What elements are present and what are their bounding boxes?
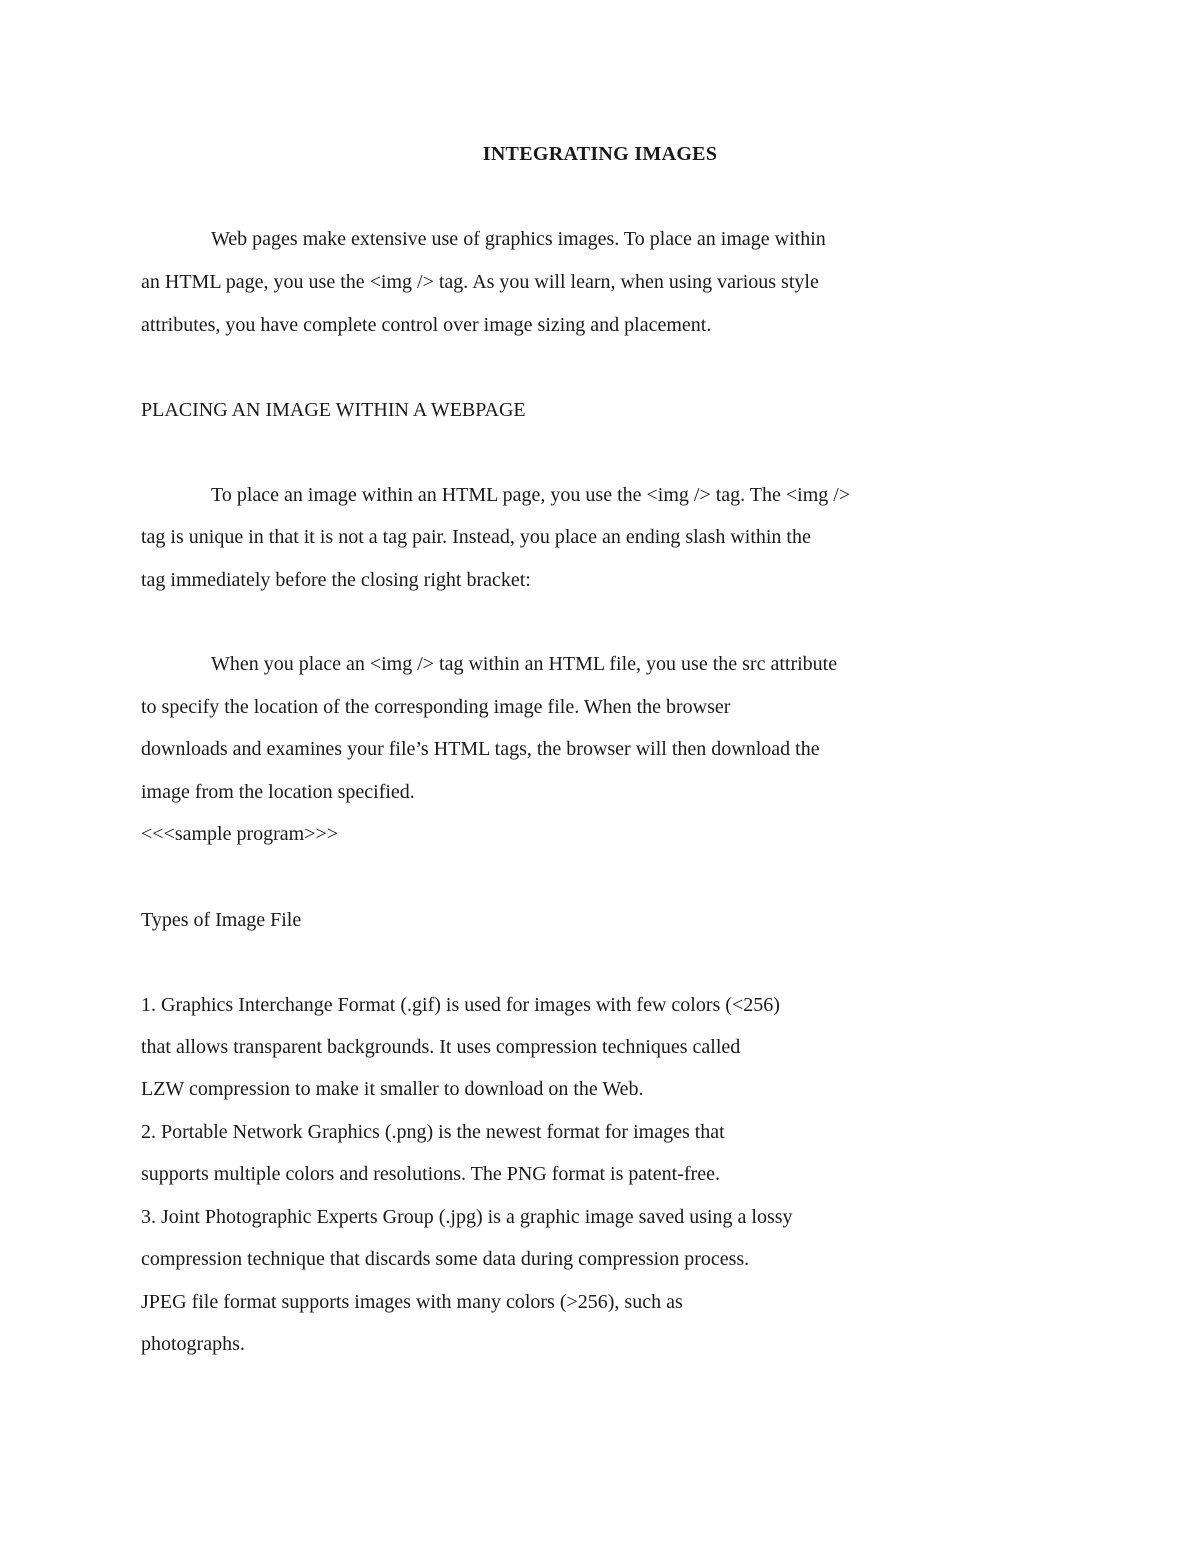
para2-line-2: tag is unique in that it is not a tag pair. Instead, you place an ending slash within the — [141, 526, 811, 548]
types-line: 2. Portable Network Graphics (.png) is the newest format for images that — [141, 1121, 725, 1143]
para2-line-3: tag immediately before the closing right bracket: — [141, 569, 531, 591]
types-line: compression technique that discards some data during compression process. — [141, 1248, 750, 1270]
para3-line-3: downloads and examines your file’s HTML tags, the browser will then download the — [141, 738, 820, 760]
page-title: INTEGRATING IMAGES — [482, 143, 718, 165]
para3-line-2: to specify the location of the corresponding image file. When the browser — [141, 696, 731, 718]
section-heading: PLACING AN IMAGE WITHIN A WEBPAGE — [141, 399, 526, 421]
types-line: LZW compression to make it smaller to download on the Web. — [141, 1078, 644, 1100]
types-line: JPEG file format supports images with many colors (>256), such as — [141, 1291, 683, 1313]
para3-line-1: When you place an <img /> tag within an HTML file, you use the src attribute — [211, 653, 838, 675]
para3-line-4: image from the location specified. — [141, 781, 415, 803]
types-line: 1. Graphics Interchange Format (.gif) is used for images with few colors (<256) — [141, 994, 780, 1016]
types-heading: Types of Image File — [141, 909, 302, 931]
types-line: that allows transparent backgrounds. It uses compression techniques called — [141, 1036, 741, 1058]
types-line: photographs. — [141, 1333, 245, 1355]
intro-line-1: Web pages make extensive use of graphics images. To place an image within — [211, 228, 826, 250]
intro-line-2: an HTML page, you use the <img /> tag. As you will learn, when using various style — [141, 271, 819, 293]
types-line: supports multiple colors and resolutions. The PNG format is patent-free. — [141, 1163, 720, 1185]
para2-line-1: To place an image within an HTML page, you use the <img /> tag. The <img /> — [211, 484, 851, 506]
types-line: 3. Joint Photographic Experts Group (.jpg) is a graphic image saved using a lossy — [141, 1206, 793, 1228]
intro-line-3: attributes, you have complete control over image sizing and placement. — [141, 314, 712, 336]
sample-program-placeholder: <<<sample program>>> — [141, 823, 339, 845]
